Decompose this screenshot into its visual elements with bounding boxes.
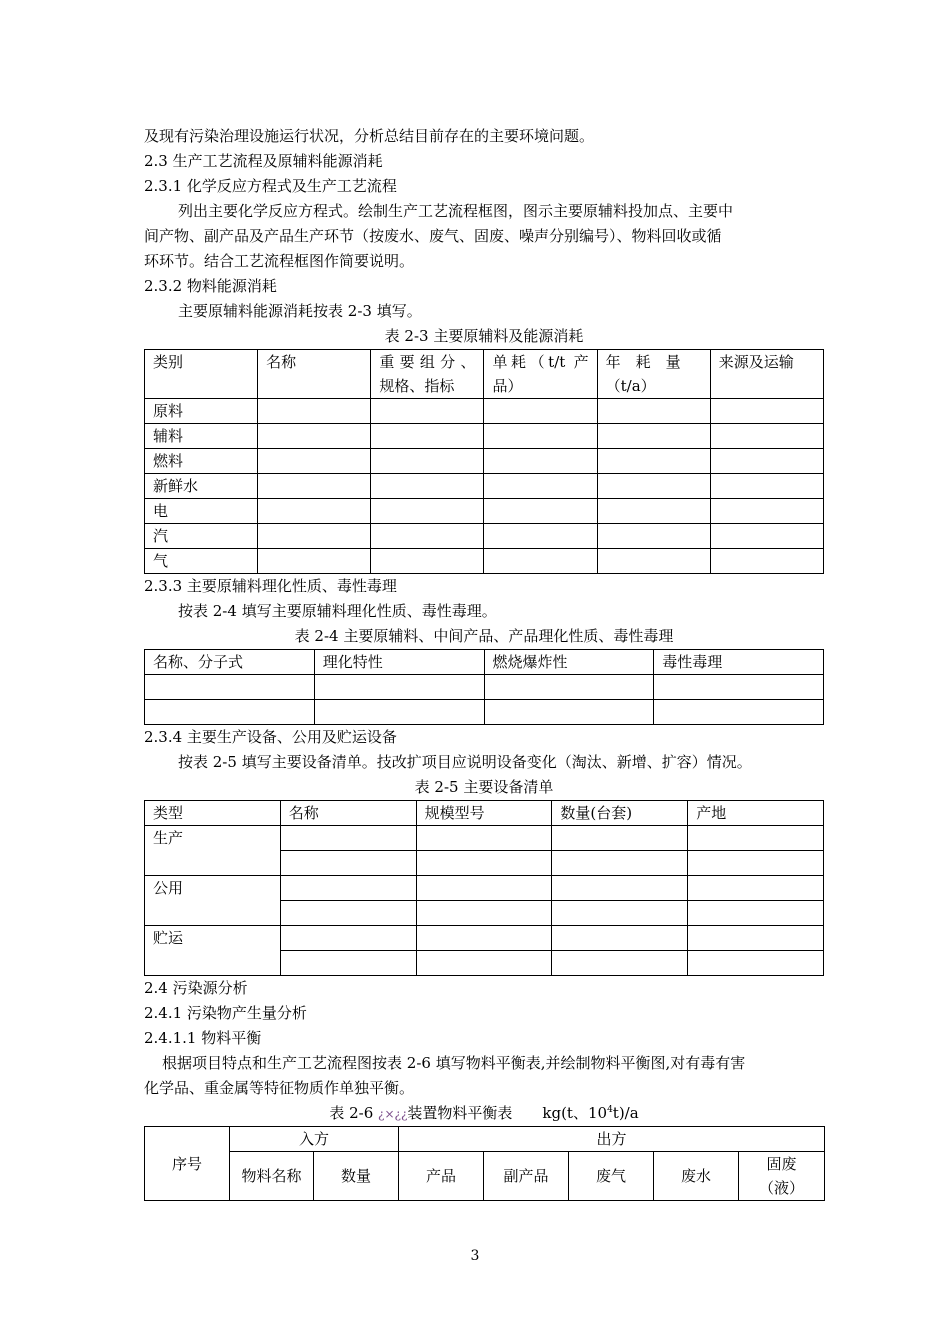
header-cell: 废气 bbox=[569, 1152, 654, 1201]
table-row bbox=[145, 449, 824, 474]
section-heading-2-3-3: 2.3.3 主要原辅料理化性质、毒性毒理 bbox=[144, 577, 397, 595]
garbled-text: ¿×¿¿ bbox=[378, 1107, 408, 1121]
section-heading-2-3-2: 2.3.2 物料能源消耗 bbox=[144, 277, 277, 295]
header-cell: 名称、分子式 bbox=[145, 650, 315, 675]
table-row bbox=[145, 474, 824, 499]
header-cell: 废水 bbox=[654, 1152, 739, 1201]
header-cell: 来源及运输 bbox=[710, 350, 823, 399]
header-cell: 名称 bbox=[258, 350, 371, 399]
group-label: 公用 bbox=[145, 876, 281, 926]
header-cell: 序号 bbox=[145, 1127, 230, 1201]
paragraph-line: 根据项目特点和生产工艺流程图按表 2-6 填写物料平衡表,并绘制物料平衡图,对有毒有害 bbox=[162, 1054, 746, 1072]
table-header-row bbox=[145, 350, 824, 399]
table-row bbox=[145, 424, 824, 449]
header-cell: 名称 bbox=[280, 801, 416, 826]
header-cell: 类型 bbox=[145, 801, 281, 826]
table-header-row bbox=[145, 1127, 825, 1152]
table-caption: 表 2-4 主要原辅料、中间产品、产品理化性质、毒性毒理 bbox=[294, 627, 674, 645]
paragraph: 按表 2-4 填写主要原辅料理化性质、毒性毒理。 bbox=[178, 602, 497, 620]
row-label: 辅料 bbox=[145, 424, 258, 449]
row-label: 汽 bbox=[145, 524, 258, 549]
table-header-row bbox=[145, 1152, 825, 1201]
row-label: 气 bbox=[145, 549, 258, 574]
header-cell: 单耗（t/t 产 品） bbox=[484, 350, 597, 399]
header-cell: 产品 bbox=[399, 1152, 484, 1201]
header-cell: 入方 bbox=[230, 1127, 399, 1152]
table-row bbox=[145, 499, 824, 524]
row-label: 原料 bbox=[145, 399, 258, 424]
paragraph: 主要原辅料能源消耗按表 2-3 填写。 bbox=[178, 302, 422, 320]
paragraph: 按表 2-5 填写主要设备清单。技改扩项目应说明设备变化（淘汰、新增、扩容）情况。 bbox=[178, 753, 752, 771]
table-row bbox=[145, 399, 824, 424]
row-label: 燃料 bbox=[145, 449, 258, 474]
table-row bbox=[145, 549, 824, 574]
table-header-row bbox=[145, 650, 824, 675]
header-cell: 毒性毒理 bbox=[654, 650, 824, 675]
table-2-6 bbox=[144, 1126, 825, 1201]
section-heading-2-3: 2.3 生产工艺流程及原辅料能源消耗 bbox=[144, 152, 383, 170]
header-cell: 理化特性 bbox=[314, 650, 484, 675]
paragraph-line: 环环节。结合工艺流程框图作简要说明。 bbox=[144, 252, 415, 270]
table-row bbox=[145, 700, 824, 725]
table-header-row bbox=[145, 801, 824, 826]
table-row bbox=[145, 876, 824, 901]
header-cell: 固废 （液） bbox=[739, 1152, 825, 1201]
table-row bbox=[145, 675, 824, 700]
table-2-4 bbox=[144, 649, 824, 725]
header-cell: 出方 bbox=[399, 1127, 825, 1152]
table-caption: 表 2-6 ¿×¿¿装置物料平衡表 kg(t、$10^4t)/a$ bbox=[329, 1104, 639, 1122]
section-heading-2-4-1-1: 2.4.1.1 物料平衡 bbox=[144, 1029, 262, 1047]
section-heading-2-4: 2.4 污染源分析 bbox=[144, 979, 248, 997]
header-cell: 燃烧爆炸性 bbox=[484, 650, 654, 675]
header-cell: 年 耗 量 （t/a） bbox=[597, 350, 710, 399]
header-cell: 数量 bbox=[314, 1152, 399, 1201]
table-row bbox=[145, 524, 824, 549]
group-label: 生产 bbox=[145, 826, 281, 876]
section-heading-2-3-1: 2.3.1 化学反应方程式及生产工艺流程 bbox=[144, 177, 397, 195]
row-label: 电 bbox=[145, 499, 258, 524]
row-label: 新鲜水 bbox=[145, 474, 258, 499]
document-page bbox=[144, 124, 824, 1201]
section-heading-2-4-1: 2.4.1 污染物产生量分析 bbox=[144, 1004, 307, 1022]
section-heading-2-3-4: 2.3.4 主要生产设备、公用及贮运设备 bbox=[144, 728, 397, 746]
paragraph-line: 列出主要化学反应方程式。绘制生产工艺流程框图，图示主要原辅料投加点、主要中 bbox=[178, 202, 734, 220]
header-cell: 规模型号 bbox=[416, 801, 552, 826]
header-cell: 产地 bbox=[688, 801, 824, 826]
page-number: 3 bbox=[470, 1248, 480, 1264]
table-2-5 bbox=[144, 800, 824, 976]
group-label: 贮运 bbox=[145, 926, 281, 976]
header-cell: 类别 bbox=[145, 350, 258, 399]
paragraph-line: 间产物、副产品及产品生产环节（按废水、废气、固废、噪声分别编号）、物料回收或循 bbox=[144, 227, 722, 245]
paragraph: 及现有污染治理设施运行状况，分析总结目前存在的主要环境问题。 bbox=[144, 127, 595, 145]
header-cell: 数量(台套) bbox=[552, 801, 688, 826]
header-cell: 副产品 bbox=[484, 1152, 569, 1201]
table-row bbox=[145, 926, 824, 951]
table-2-3 bbox=[144, 349, 824, 574]
table-caption: 表 2-3 主要原辅料及能源消耗 bbox=[384, 327, 584, 345]
paragraph-line: 化学品、重金属等特征物质作单独平衡。 bbox=[144, 1079, 415, 1097]
header-cell: 重要组分、 规格、指标 bbox=[371, 350, 484, 399]
table-caption: 表 2-5 主要设备清单 bbox=[414, 778, 554, 796]
header-cell: 物料名称 bbox=[230, 1152, 314, 1201]
table-row bbox=[145, 826, 824, 851]
